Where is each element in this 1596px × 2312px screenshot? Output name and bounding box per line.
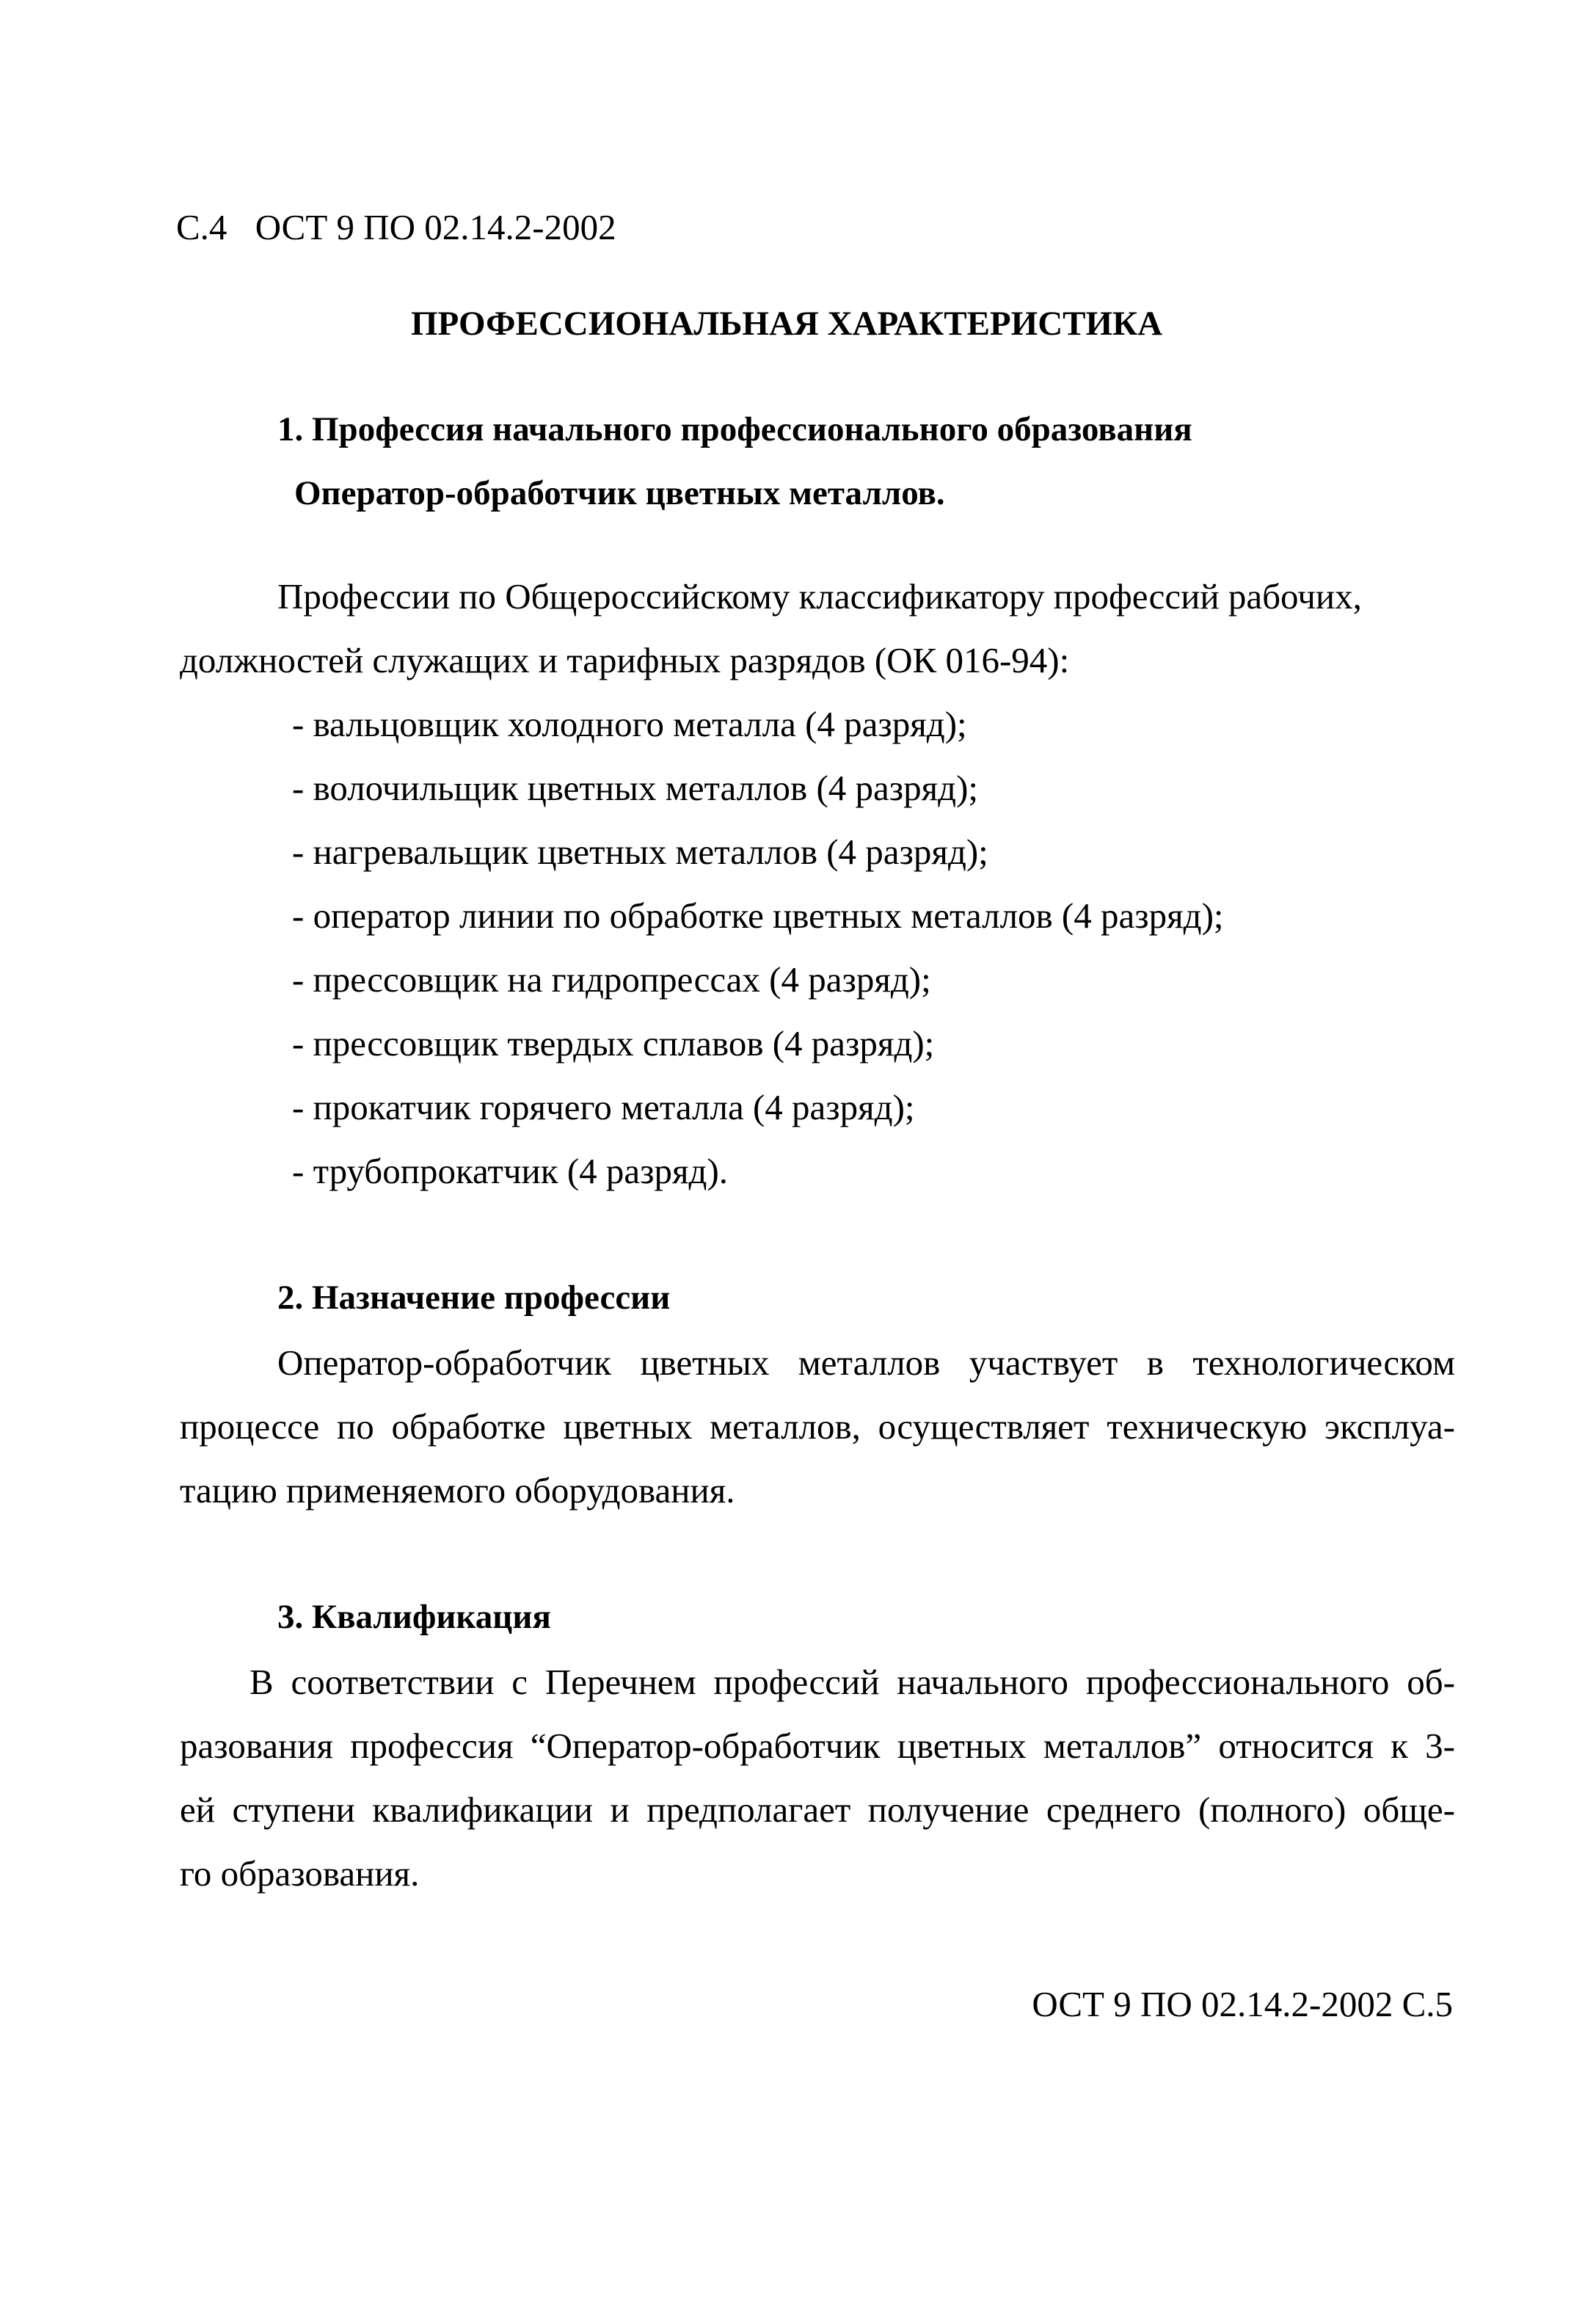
section1-intro-line1: Профессии по Общероссийскому классификатору профессий рабочих, (277, 576, 1362, 617)
section3-line: го образования. (180, 1853, 420, 1894)
section3-line: В соответствии с Перечнем профессий начального профессионального об- (249, 1662, 1455, 1702)
page-title: ПРОФЕССИОНАЛЬНАЯ ХАРАКТЕРИСТИКА (411, 305, 1163, 343)
section2-line: Оператор-обработчик цветных металлов участвует в технологическом (277, 1342, 1455, 1383)
header-page-ref: С.4 (176, 207, 227, 247)
list-item: - оператор линии по обработке цветных металлов (4 разряд); (292, 895, 1224, 936)
section1-heading: 1. Профессия начального профессионального образования (277, 410, 1192, 448)
list-item: - вальцовщик холодного металла (4 разряд); (292, 704, 967, 744)
list-item: - прессовщик твердых сплавов (4 разряд); (292, 1023, 935, 1064)
section3-heading: 3. Квалификация (277, 1598, 551, 1636)
section3-line: ей ступени квалификации и предполагает получение среднего (полного) обще- (180, 1789, 1455, 1830)
page-footer-ref: ОСТ 9 ПО 02.14.2-2002 С.5 (1032, 1984, 1453, 2024)
list-item: - трубопрокатчик (4 разряд). (292, 1151, 729, 1191)
list-item: - прессовщик на гидропрессах (4 разряд); (292, 959, 931, 1000)
section3-line: разования профессия “Оператор-обработчик цветных металлов” относится к 3- (180, 1726, 1455, 1766)
page-header (176, 209, 616, 245)
section1-profession: Оператор-обработчик цветных металлов. (294, 474, 945, 512)
section1-intro-line2: должностей служащих и тарифных разрядов (ОК 016-94): (180, 640, 1070, 680)
list-item: - нагревальщик цветных металлов (4 разряд); (292, 832, 988, 872)
section2-heading: 2. Назначение профессии (277, 1279, 671, 1317)
list-item: - волочильщик цветных металлов (4 разряд); (292, 768, 979, 808)
header-doc-code: ОСТ 9 ПО 02.14.2-2002 (255, 207, 616, 247)
section2-line: тацию применяемого оборудования. (180, 1470, 735, 1511)
section2-line: процессе по обработке цветных металлов, осуществляет техническую эксплуа- (180, 1406, 1455, 1447)
list-item: - прокатчик горячего металла (4 разряд); (292, 1087, 915, 1127)
